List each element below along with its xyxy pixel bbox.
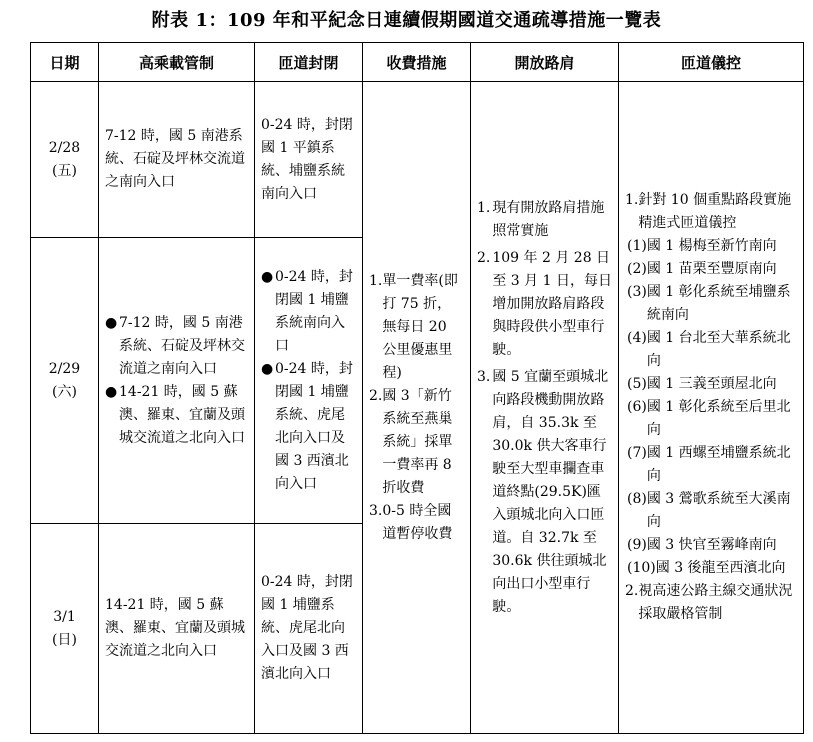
metering-item-text: 國 3 鶯歌系統至大溪南向 bbox=[646, 491, 791, 530]
hov-cell bbox=[99, 238, 255, 524]
toll-item-text: 單一費率(即打 75 折，無每日 20 公里優惠里程) bbox=[382, 272, 458, 381]
list-item bbox=[625, 534, 797, 557]
shoulder-cell bbox=[471, 82, 619, 734]
bullet-icon: ● bbox=[261, 360, 274, 377]
toll-item-text: 0-5 時全國道暫停收費 bbox=[382, 502, 453, 542]
shoulder-item-text: 109 年 2 月 28 日至 3 月 1 日，每日增加開放路肩路段與時段供小型車行駛。 bbox=[492, 249, 612, 358]
metering-item-number: (6) bbox=[627, 399, 647, 415]
closure-cell bbox=[255, 524, 363, 734]
header-shoulder-opening: 開放路肩 bbox=[471, 43, 619, 82]
list-item bbox=[625, 258, 797, 281]
metering-item-number: (8) bbox=[627, 491, 647, 507]
header-hov-control: 高乘載管制 bbox=[99, 43, 255, 82]
header-date: 日期 bbox=[31, 43, 99, 82]
date-cell bbox=[31, 238, 99, 524]
hov-item-text: 7-12 時，國 5 南港系統、石碇及坪林交流道之南向入口 bbox=[119, 314, 245, 377]
metering-item-text: 國 1 三義至頭屋北向 bbox=[646, 376, 777, 392]
closure-item-text: 0-24 時，封閉國 1 埔鹽系統、虎尾北向入口及國 3 西濱北向入口 bbox=[275, 360, 353, 492]
metering-item-number: (5) bbox=[627, 376, 647, 392]
date-value: 2/28 bbox=[48, 139, 81, 156]
list-item bbox=[105, 381, 248, 450]
toll-item-number: 1. bbox=[369, 272, 383, 289]
closure-cell bbox=[255, 238, 363, 524]
date-value: 3/1 bbox=[53, 608, 76, 625]
metering-intro-text: 針對 10 個重點路段實施精進式匝道儀控 bbox=[638, 192, 792, 231]
shoulder-item-text: 現有開放路肩措施照常實施 bbox=[492, 199, 605, 239]
metering-item-number: (4) bbox=[627, 330, 647, 346]
list-item bbox=[625, 488, 797, 534]
bullet-icon: ● bbox=[105, 383, 118, 400]
metering-item-number: (2) bbox=[627, 261, 647, 277]
closure-cell bbox=[255, 82, 363, 238]
metering-outro-number: 2. bbox=[625, 583, 639, 599]
weekday-value: (六) bbox=[52, 383, 77, 400]
list-item bbox=[625, 189, 797, 235]
list-item bbox=[477, 247, 612, 362]
toll-item-number: 3. bbox=[369, 502, 383, 519]
list-item bbox=[625, 327, 797, 373]
metering-item-number: (1) bbox=[627, 238, 647, 254]
page-title: 附表 1：109 年和平紀念日連續假期國道交通疏導措施一覽表 bbox=[151, 10, 662, 31]
list-item bbox=[369, 270, 464, 385]
toll-item-number: 2. bbox=[369, 387, 383, 404]
metering-outro-text: 視高速公路主線交通狀況採取嚴格管制 bbox=[638, 583, 793, 622]
list-item bbox=[625, 580, 797, 626]
metering-item-text: 國 1 苗栗至豐原南向 bbox=[646, 261, 777, 277]
list-item bbox=[369, 500, 464, 546]
metering-intro-number: 1. bbox=[625, 192, 639, 208]
list-item bbox=[625, 557, 797, 580]
shoulder-item-number: 1. bbox=[477, 199, 491, 216]
metering-item-number: (3) bbox=[627, 284, 647, 300]
list-item bbox=[625, 396, 797, 442]
list-item bbox=[625, 373, 797, 396]
hov-text: 7-12 時，國 5 南港系統、石碇及坪林交流道之南向入口 bbox=[105, 128, 245, 190]
metering-item-text: 國 1 台北至大華系統北向 bbox=[646, 330, 791, 369]
metering-item-text: 國 3 後龍至西濱北向 bbox=[655, 560, 786, 576]
toll-item-text: 國 3「新竹系統至燕巢系統」採單一費率再 8 折收費 bbox=[382, 387, 453, 496]
hov-cell bbox=[99, 82, 255, 238]
hov-item-text: 14-21 時，國 5 蘇澳、羅東、宜蘭及頭城交流道之北向入口 bbox=[119, 383, 245, 446]
list-item bbox=[261, 358, 356, 496]
date-cell bbox=[31, 524, 99, 734]
shoulder-item-number: 2. bbox=[477, 249, 491, 266]
closure-text: 0-24 時，封閉國 1 平鎮系統、埔鹽系統南向入口 bbox=[261, 116, 353, 202]
header-row bbox=[31, 43, 804, 82]
traffic-measures-table bbox=[30, 42, 804, 734]
shoulder-item-number: 3. bbox=[477, 368, 491, 385]
list-item bbox=[261, 266, 356, 358]
table-row bbox=[31, 82, 804, 238]
hov-text: 14-21 時，國 5 蘇澳、羅東、宜蘭及頭城交流道之北向入口 bbox=[105, 597, 245, 659]
metering-item-number: (10) bbox=[627, 560, 656, 576]
toll-cell bbox=[363, 82, 471, 734]
weekday-value: (日) bbox=[52, 631, 77, 648]
metering-item-number: (7) bbox=[627, 445, 647, 461]
list-item bbox=[625, 442, 797, 488]
header-toll-measures: 收費措施 bbox=[363, 43, 471, 82]
metering-item-text: 國 1 彰化系統至埔鹽系統南向 bbox=[646, 284, 791, 323]
metering-item-number: (9) bbox=[627, 537, 647, 553]
list-item bbox=[625, 235, 797, 258]
metering-item-text: 國 1 西螺至埔鹽系統北向 bbox=[646, 445, 791, 484]
header-ramp-metering: 匝道儀控 bbox=[619, 43, 804, 82]
metering-item-text: 國 1 楊梅至新竹南向 bbox=[646, 238, 777, 254]
metering-item-text: 國 1 彰化系統至后里北向 bbox=[646, 399, 791, 438]
shoulder-item-text: 國 5 宜蘭至頭城北向路段機動開放路肩，自 35.3k 至 30.0k 供大客車行駛至大型車攔查車道終點(29.5K)匯入頭城北向入口匝道。自 32.7k 至 30.6k 供往頭城北向出口小型車行駛。 bbox=[492, 368, 609, 615]
list-item bbox=[105, 312, 248, 381]
metering-item-text: 國 3 快官至霧峰南向 bbox=[646, 537, 777, 553]
metering-cell bbox=[619, 82, 804, 734]
list-item bbox=[625, 281, 797, 327]
closure-item-text: 0-24 時，封閉國 1 埔鹽系統南向入口 bbox=[275, 268, 353, 354]
bullet-icon: ● bbox=[261, 268, 274, 285]
bullet-icon: ● bbox=[105, 314, 118, 331]
list-item bbox=[477, 366, 612, 619]
list-item bbox=[477, 197, 612, 243]
header-ramp-closure: 匝道封閉 bbox=[255, 43, 363, 82]
closure-text: 0-24 時，封閉國 1 埔鹽系統、虎尾北向入口及國 3 西濱北向入口 bbox=[261, 574, 353, 682]
date-cell bbox=[31, 82, 99, 238]
list-item bbox=[369, 385, 464, 500]
weekday-value: (五) bbox=[52, 162, 77, 179]
hov-cell bbox=[99, 524, 255, 734]
date-value: 2/29 bbox=[48, 360, 81, 377]
